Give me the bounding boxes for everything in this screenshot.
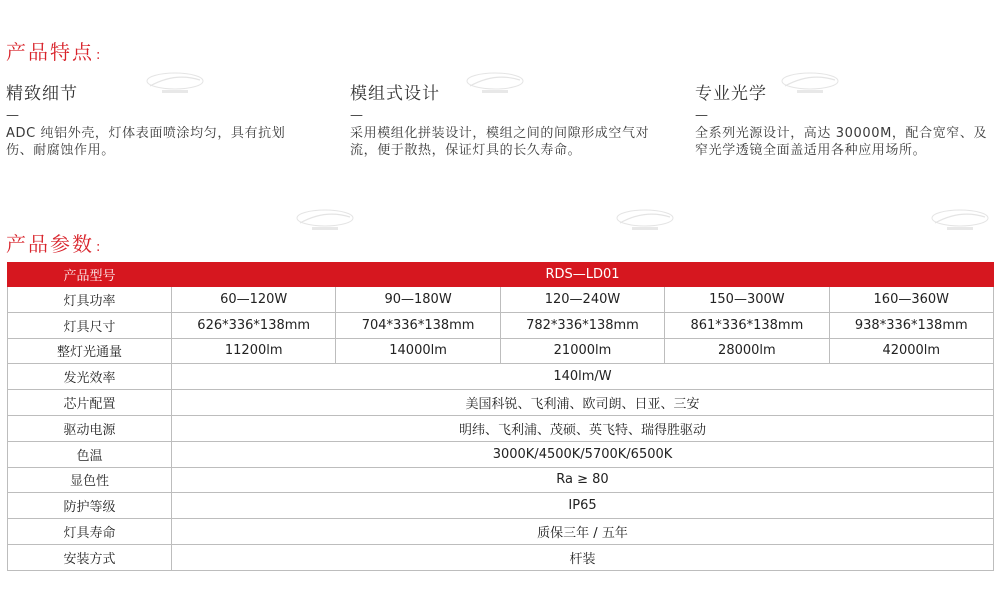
params-table bbox=[7, 262, 994, 571]
table-row bbox=[8, 544, 994, 570]
row-label: 防护等级 bbox=[8, 493, 172, 519]
watermark-logo-icon bbox=[140, 68, 210, 98]
table-row bbox=[8, 467, 994, 493]
feature-dash: — bbox=[350, 108, 363, 123]
table-cell: 美国科锐、飞利浦、欧司朗、日亚、三安 bbox=[172, 390, 994, 416]
row-label: 灯具功率 bbox=[8, 287, 172, 313]
feature-text: 采用模组化拼装设计，模组之间的间隙形成空气对流，便于散热，保证灯具的长久寿命。 bbox=[350, 126, 650, 158]
row-label: 显色性 bbox=[8, 467, 172, 493]
table-row bbox=[8, 390, 994, 416]
features-title-text: 产品特点 bbox=[6, 40, 94, 64]
feature-block-3 bbox=[695, 83, 1000, 159]
params-section-title bbox=[6, 228, 102, 257]
table-cell: 28000lm bbox=[665, 338, 829, 364]
feature-dash: — bbox=[695, 108, 708, 123]
feature-dash: — bbox=[6, 108, 19, 123]
table-cell: 150—300W bbox=[665, 287, 829, 313]
table-cell: 42000lm bbox=[829, 338, 993, 364]
watermark-logo-icon bbox=[290, 205, 360, 235]
table-cell: 782*336*138mm bbox=[500, 312, 664, 338]
table-cell: 160—360W bbox=[829, 287, 993, 313]
table-cell: 626*336*138mm bbox=[172, 312, 336, 338]
params-title-colon: : bbox=[96, 240, 103, 255]
watermark-logo-icon bbox=[460, 68, 530, 98]
feature-title: 精致细节 bbox=[6, 84, 78, 104]
row-label: 芯片配置 bbox=[8, 390, 172, 416]
feature-title: 专业光学 bbox=[695, 84, 767, 104]
table-row bbox=[8, 287, 994, 313]
row-label: 驱动电源 bbox=[8, 415, 172, 441]
watermark-logo-icon bbox=[925, 205, 995, 235]
table-cell: 14000lm bbox=[336, 338, 500, 364]
table-cell: 938*336*138mm bbox=[829, 312, 993, 338]
table-cell: 3000K/4500K/5700K/6500K bbox=[172, 441, 994, 467]
row-label: 整灯光通量 bbox=[8, 338, 172, 364]
row-label: 色温 bbox=[8, 441, 172, 467]
table-row bbox=[8, 519, 994, 545]
table-cell: IP65 bbox=[172, 493, 994, 519]
row-label: 安装方式 bbox=[8, 544, 172, 570]
table-cell: 140lm/W bbox=[172, 364, 994, 390]
table-cell: 704*336*138mm bbox=[336, 312, 500, 338]
table-cell: 90—180W bbox=[336, 287, 500, 313]
features-section-title bbox=[6, 36, 102, 65]
header-label-cell: 产品型号 bbox=[8, 263, 172, 287]
table-cell: 861*336*138mm bbox=[665, 312, 829, 338]
table-row bbox=[8, 441, 994, 467]
table-cell: 21000lm bbox=[500, 338, 664, 364]
table-row bbox=[8, 364, 994, 390]
table-header-row bbox=[8, 263, 994, 287]
table-row bbox=[8, 493, 994, 519]
table-row bbox=[8, 312, 994, 338]
watermark-logo-icon bbox=[775, 68, 845, 98]
row-label: 发光效率 bbox=[8, 364, 172, 390]
params-title-text: 产品参数 bbox=[6, 232, 94, 256]
table-cell: 11200lm bbox=[172, 338, 336, 364]
table-row bbox=[8, 415, 994, 441]
table-cell: 120—240W bbox=[500, 287, 664, 313]
table-cell: Ra ≥ 80 bbox=[172, 467, 994, 493]
feature-title: 模组式设计 bbox=[350, 84, 440, 104]
table-row bbox=[8, 338, 994, 364]
row-label: 灯具尺寸 bbox=[8, 312, 172, 338]
table-cell: 质保三年 / 五年 bbox=[172, 519, 994, 545]
feature-text: ADC 纯铝外壳，灯体表面喷涂均匀，具有抗划伤、耐腐蚀作用。 bbox=[6, 126, 286, 158]
row-label: 灯具寿命 bbox=[8, 519, 172, 545]
watermark-logo-icon bbox=[610, 205, 680, 235]
features-title-colon: : bbox=[96, 48, 103, 63]
table-cell: 60—120W bbox=[172, 287, 336, 313]
table-cell: 明纬、飞利浦、茂硕、英飞特、瑞得胜驱动 bbox=[172, 415, 994, 441]
feature-text: 全系列光源设计，高达 30000M，配合宽窄、及窄光学透镜全面盖适用各种应用场所。 bbox=[695, 126, 988, 158]
header-model-cell: RDS—LD01 bbox=[172, 263, 994, 287]
table-cell: 杆装 bbox=[172, 544, 994, 570]
